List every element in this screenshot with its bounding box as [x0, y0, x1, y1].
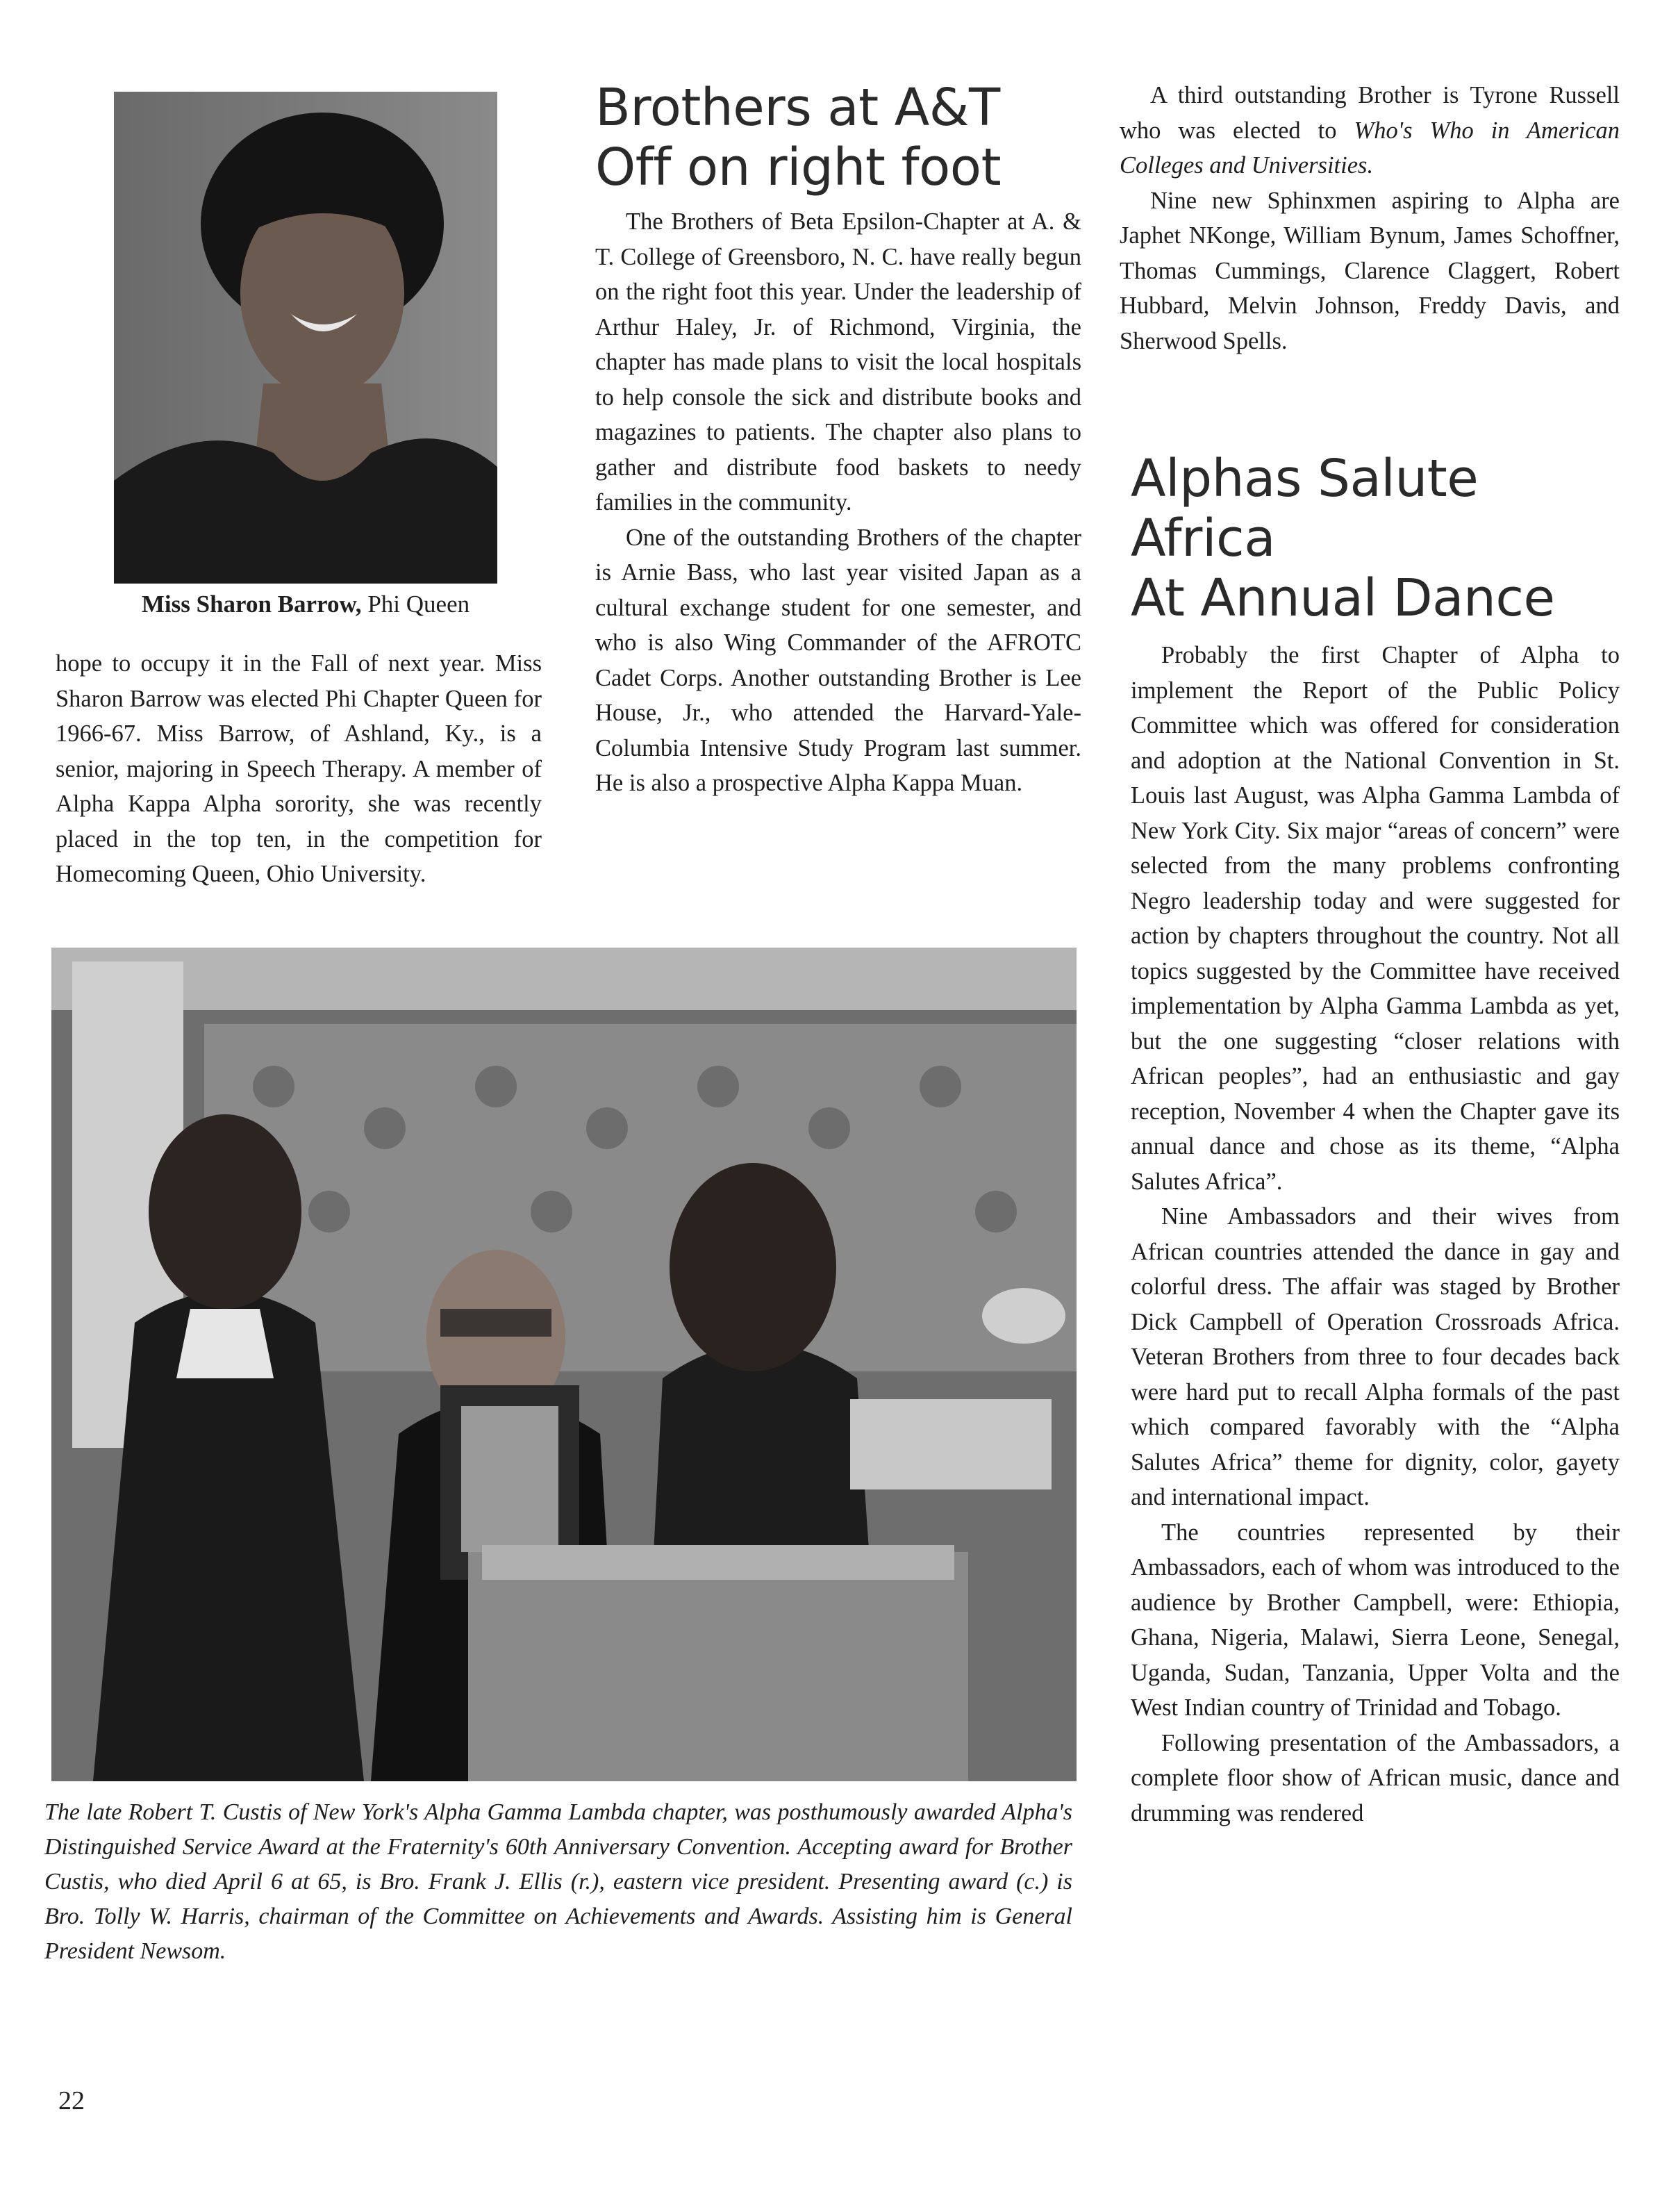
group-photo: [51, 948, 1077, 1781]
article2-paragraph-3: The countries represented by their Ambassadors, each of whom was introduced to the audience by Brother Campbell, were: Ethiopia, Ghana, Nigeria, Malawi, Sierra Leone, Senegal, Uganda, Sudan, Tanzania, Upper Volta and the West Indian country of Trinidad and Tobago.: [1131, 1519, 1620, 1721]
article-brothers-at-at: [595, 78, 1081, 801]
article2-headline-line1: Alphas Salute Africa: [1131, 449, 1479, 568]
article-alphas-salute-africa: [1131, 449, 1620, 1831]
article2-headline-line2: At Annual Dance: [1131, 568, 1555, 628]
article1-body: [595, 204, 1081, 801]
article2-headline: [1131, 449, 1620, 628]
left-column-paragraph: hope to occupy it in the Fall of next year. Miss Sharon Barrow was elected Phi Chapter Queen for 1966-67. Miss Barrow, of Ashland, Ky., is a senior, majoring in Speech Therapy. A member of Alpha Kappa Alpha sorority, she was recently placed in the top ten, in the competition for Homecoming Queen, Ohio University.: [56, 650, 542, 887]
right-column-paragraph-1-italic: Who's Who in American Colleges and Universities.: [1120, 117, 1620, 179]
left-column: [56, 646, 542, 892]
portrait-caption: [111, 589, 500, 620]
group-photo-caption: The late Robert T. Custis of New York's Alpha Gamma Lambda chapter, was posthumously awarded Alpha's Distinguished Service Award at the Fraternity's 60th Anniversary Convention. Accepting award for Brother Custis, who died April 6 at 65, is Bro. Frank J. Ellis (r.), eastern vice president. Presenting award (c.) is Bro. Tolly W. Harris, chairman of the Committee on Achievements and Awards. Assisting him is General President Newsom.: [44, 1799, 1072, 1964]
portrait-caption-name: Miss Sharon Barrow,: [141, 591, 362, 618]
right-column-top: [1120, 78, 1620, 358]
article2-paragraph-2: Nine Ambassadors and their wives from African countries attended the dance in gay and colorful dress. The affair was staged by Brother Dick Campbell of Operation Crossroads Africa. Veteran Brothers from three to four decades back were hard put to recall Alpha formals of the past which compared favorably with the “Alpha Salutes Africa” theme for dignity, color, gayety and international impact.: [1131, 1203, 1620, 1510]
portrait-caption-title: Phi Queen: [367, 591, 470, 618]
article2-body: [1131, 638, 1620, 1831]
article2-paragraph-4: Following presentation of the Ambassadors, a complete floor show of African music, dance and drumming was rendered: [1131, 1729, 1620, 1826]
right-column-paragraph-2: Nine new Sphinxmen aspiring to Alpha are Japhet NKonge, William Bynum, James Schoffner, Thomas Cummings, Clarence Claggert, Robert Hubbard, Melvin Johnson, Freddy Davis, and Sherwood Spells.: [1120, 187, 1620, 354]
portrait-photo: [114, 92, 497, 584]
article1-headline: [595, 78, 1081, 197]
article1-paragraph-1: The Brothers of Beta Epsilon-Chapter at A. & T. College of Greensboro, N. C. have really begun on the right foot this year. Under the leadership of Arthur Haley, Jr. of Richmond, Virginia, the chapter has made plans to visit the local hospitals to help console the sick and distribute books and magazines to patients. The chapter also plans to gather and distribute food baskets to needy families in the community.: [595, 208, 1081, 515]
article1-headline-line1: Brothers at A&T: [595, 78, 1000, 138]
right-column-paragraph-1-text: A third outstanding Brother is Tyrone Russell who was elected to: [1120, 82, 1620, 144]
article1-paragraph-2: One of the outstanding Brothers of the chapter is Arnie Bass, who last year visited Japan as a cultural exchange student for one semester, and who is also Wing Commander of the AFROTC Cadet Corps. Another outstanding Brother is Lee House, Jr., who attended the Harvard-Yale-Columbia Intensive Study Program last summer. He is also a prospective Alpha Kappa Muan.: [595, 524, 1081, 796]
page-number: 22: [58, 2086, 85, 2115]
article2-paragraph-1: Probably the first Chapter of Alpha to implement the Report of the Public Policy Committee which was offered for consideration and adoption at the National Convention in St. Louis last August, was Alpha Gamma Lambda of New York City. Six major “areas of concern” were selected from the many problems confronting Negro leadership today and were suggested for action by chapters throughout the country. Not all topics suggested by the Committee have received implementation by Alpha Gamma Lambda as yet, but the one suggesting “closer relations with African peoples”, had an enthusiastic and gay reception, November 4 when the Chapter gave its annual dance and chose as its theme, “Alpha Salutes Africa”.: [1131, 642, 1620, 1195]
portrait-illustration: [114, 92, 497, 584]
article1-headline-line2: Off on right foot: [595, 138, 1002, 197]
right-column-paragraph-1: [1120, 78, 1620, 183]
group-photo-illustration: [51, 948, 1077, 1781]
